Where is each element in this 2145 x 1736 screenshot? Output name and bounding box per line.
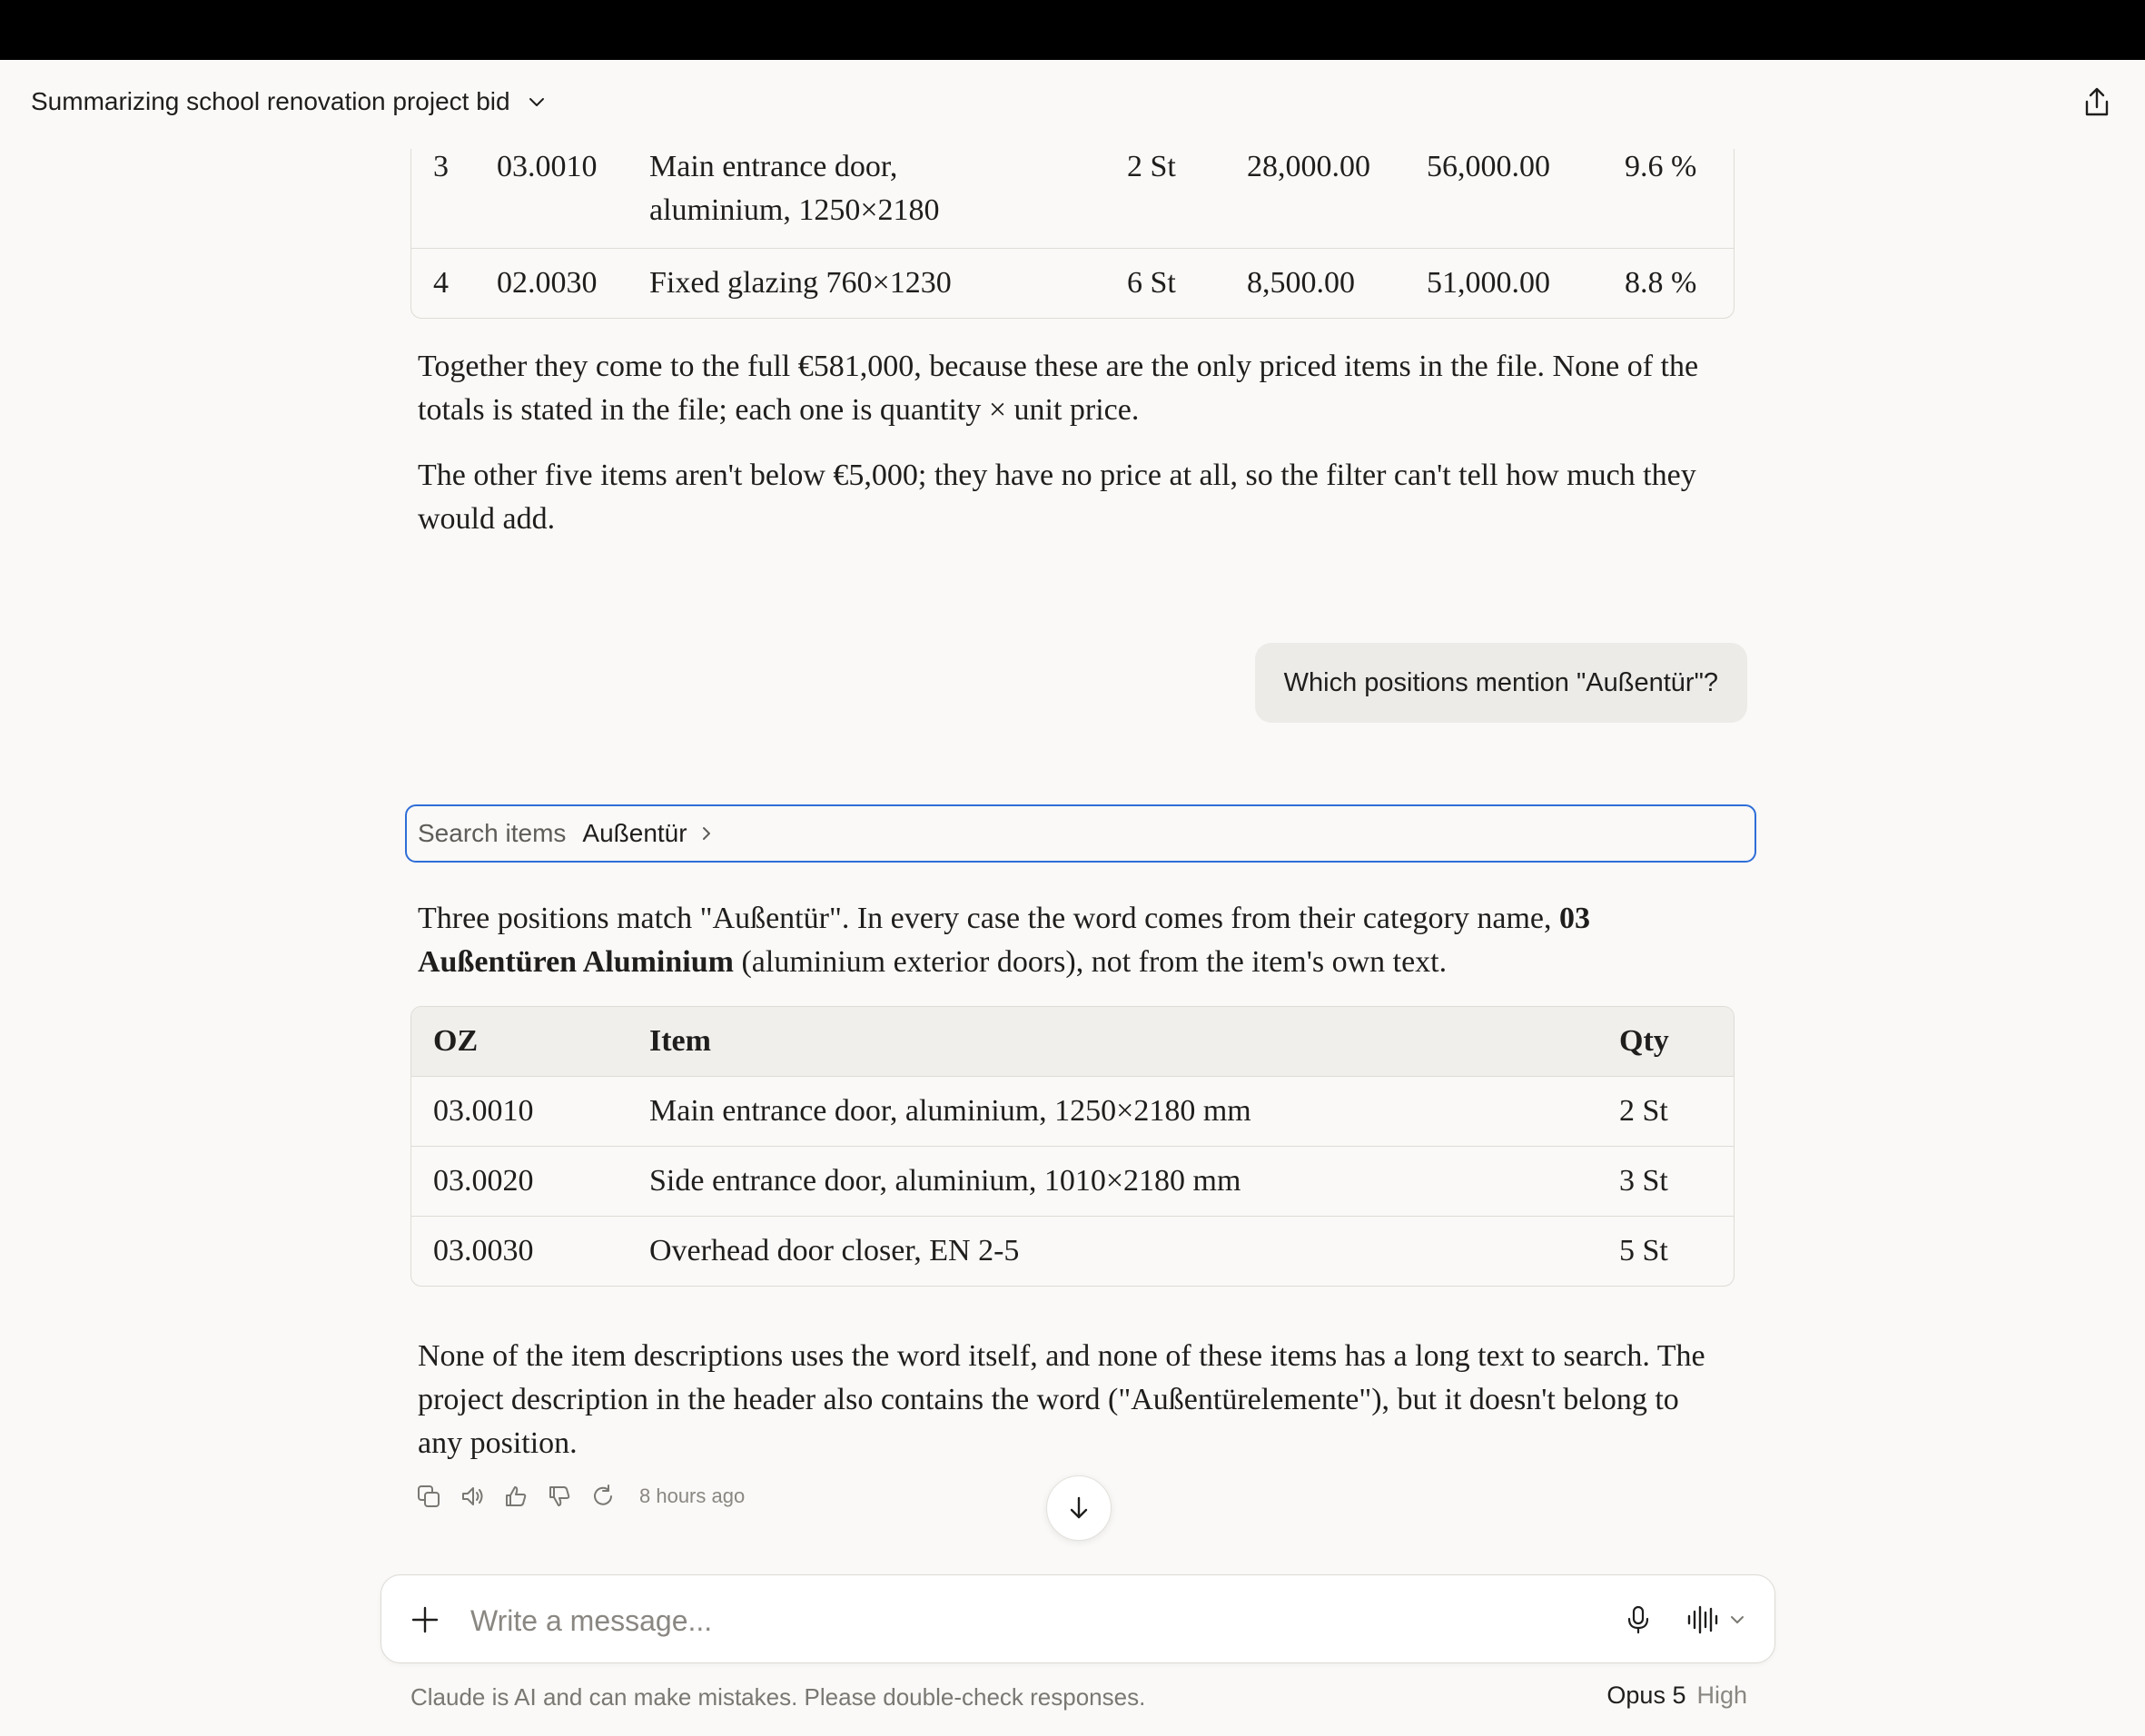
assistant-paragraph: None of the item descriptions uses the word itself, and none of these items has a long text to search. The project description in the header also contains the word ("Außentürelemente"), but it doesn't belong to any position.	[418, 1339, 1705, 1460]
copy-icon[interactable]	[416, 1484, 441, 1509]
conversation-header	[0, 60, 2145, 149]
retry-icon[interactable]	[590, 1484, 616, 1509]
cell-qty: 5 St	[1619, 1234, 1668, 1267]
message-composer	[381, 1574, 1775, 1663]
cell-oz: 03.0010	[433, 1094, 534, 1128]
conversation-title-menu[interactable]	[31, 87, 547, 116]
priced-items-table	[410, 149, 1735, 319]
chevron-down-icon	[1729, 1613, 1745, 1626]
matches-table	[410, 1006, 1735, 1287]
arrow-down-icon	[1065, 1494, 1092, 1522]
speaker-icon[interactable]	[460, 1484, 485, 1509]
user-message-text: Which positions mention "Außentür"?	[1283, 667, 1718, 697]
assistant-paragraph: Together they come to the full €581,000, because these are the only priced items in the file. None of the totals is stated in the file; each one is quantity × unit price.	[418, 350, 1699, 427]
cell-oz: 03.0030	[433, 1234, 534, 1267]
disclaimer: Claude is AI and can make mistakes. Please double-check responses.	[410, 1683, 1146, 1711]
cell-unit-price: 28,000.00	[1247, 150, 1370, 183]
assistant-paragraph	[418, 897, 1707, 984]
chevron-right-icon	[700, 824, 713, 843]
message-timestamp: 8 hours ago	[639, 1484, 746, 1507]
cell-share: 8.8 %	[1625, 266, 1697, 300]
microphone-icon[interactable]	[1623, 1604, 1654, 1635]
table-row	[411, 1216, 1734, 1286]
tool-label: Search items	[418, 819, 567, 847]
plus-icon[interactable]	[410, 1605, 440, 1634]
header-item: Item	[649, 1024, 711, 1058]
model-selector[interactable]	[1606, 1682, 1747, 1710]
chat-transcript[interactable]	[0, 149, 2145, 1565]
system-top-bar	[0, 0, 2145, 60]
effort-level: High	[1696, 1682, 1747, 1709]
cell-qty: 3 St	[1619, 1164, 1668, 1198]
share-icon[interactable]	[2080, 85, 2114, 120]
cell-item-line2: aluminium, 1250×2180	[649, 193, 940, 227]
user-message-bubble	[1255, 643, 1747, 723]
table-row	[411, 1076, 1734, 1146]
table-row	[411, 1146, 1734, 1216]
search-tool-call[interactable]	[405, 804, 1756, 863]
intro-bold-category: 03 Außentüren Aluminium	[418, 902, 1590, 979]
intro-text-end: (aluminium exterior doors), not from the item's own text.	[733, 945, 1448, 979]
cell-qty: 2 St	[1619, 1094, 1668, 1128]
conversation-title: Summarizing school renovation project bid	[31, 87, 510, 115]
cell-no: 4	[433, 266, 449, 300]
cell-total: 56,000.00	[1427, 150, 1550, 183]
waveform-icon	[1685, 1604, 1720, 1635]
scroll-to-bottom-button[interactable]	[1046, 1475, 1112, 1541]
model-name: Opus 5	[1606, 1682, 1686, 1709]
cell-oz: 03.0010	[497, 150, 598, 183]
tool-query: Außentür	[582, 819, 687, 847]
cell-share: 9.6 %	[1625, 150, 1697, 183]
cell-item-line1: Main entrance door,	[649, 150, 898, 183]
chevron-down-icon	[527, 92, 547, 112]
thumbs-up-icon[interactable]	[503, 1484, 529, 1509]
cell-oz: 02.0030	[497, 266, 598, 300]
header-oz: OZ	[433, 1024, 479, 1058]
cell-item: Fixed glazing 760×1230	[649, 266, 952, 300]
cell-item: Main entrance door, aluminium, 1250×2180 mm	[649, 1094, 1251, 1128]
cell-qty: 6 St	[1127, 266, 1176, 300]
cell-no: 3	[433, 150, 449, 183]
table-row	[411, 248, 1734, 318]
cell-item: Overhead door closer, EN 2-5	[649, 1234, 1020, 1267]
thumbs-down-icon[interactable]	[547, 1484, 572, 1509]
message-actions	[416, 1484, 745, 1509]
intro-text: Three positions match "Außentür". In every case the word comes from their category name,	[418, 902, 1559, 935]
cell-qty: 2 St	[1127, 150, 1176, 183]
cell-item: Side entrance door, aluminium, 1010×2180 mm	[649, 1164, 1241, 1198]
table-row	[411, 149, 1734, 248]
voice-mode-button[interactable]	[1685, 1603, 1767, 1637]
cell-total: 51,000.00	[1427, 266, 1550, 300]
message-input[interactable]	[469, 1597, 1598, 1644]
header-qty: Qty	[1619, 1024, 1669, 1058]
cell-unit-price: 8,500.00	[1247, 266, 1355, 300]
assistant-paragraph: The other five items aren't below €5,000; they have no price at all, so the filter can't tell how much they would add.	[418, 459, 1696, 536]
cell-oz: 03.0020	[433, 1164, 534, 1198]
table-header-row	[411, 1007, 1734, 1076]
